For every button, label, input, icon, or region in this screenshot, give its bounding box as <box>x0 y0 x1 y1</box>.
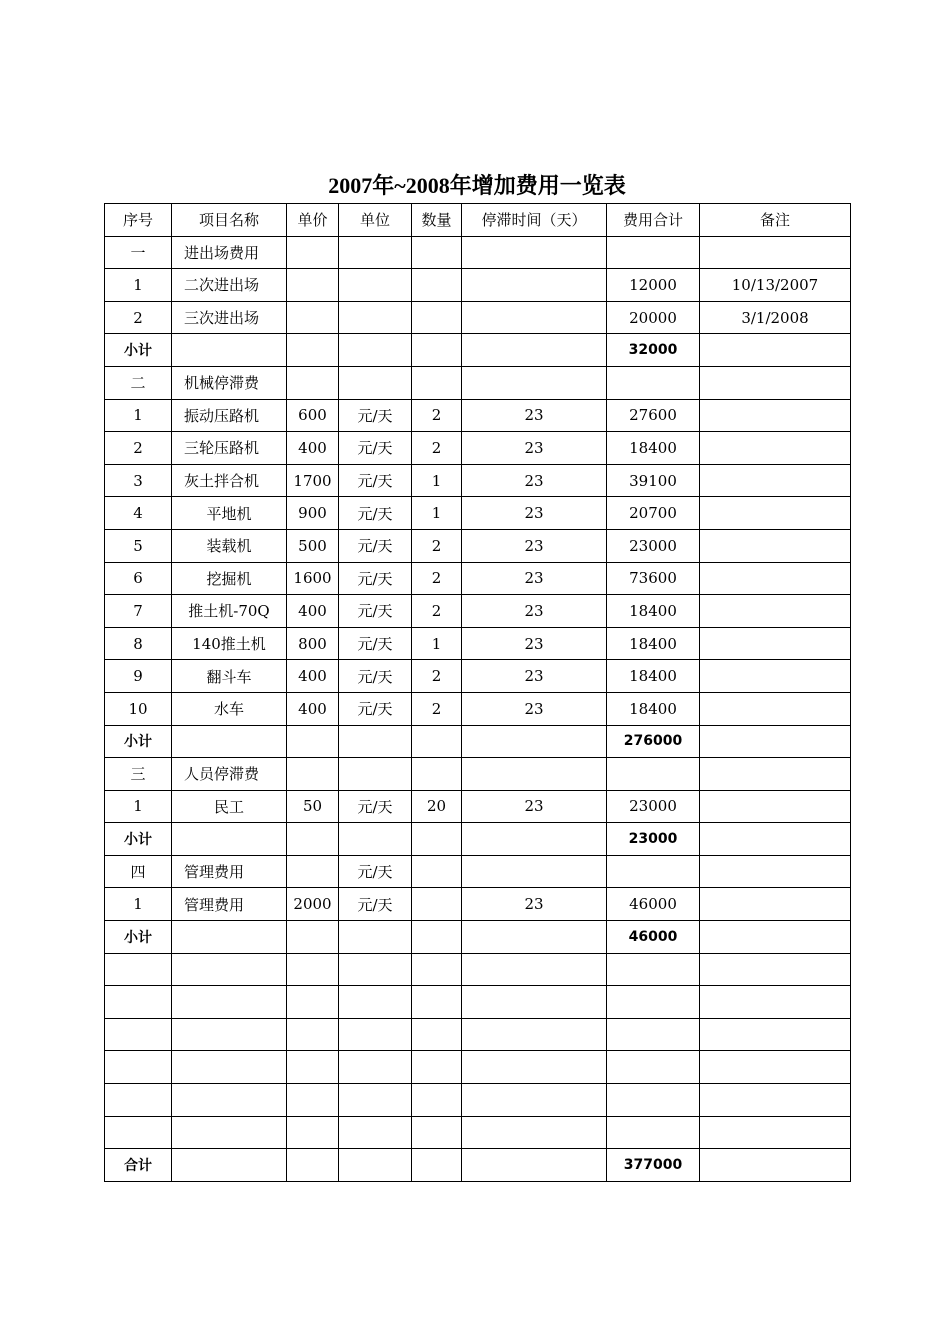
quantity-cell: 2 <box>412 399 462 432</box>
remarks-cell <box>700 1051 851 1084</box>
cost-total-cell: 276000 <box>607 725 700 758</box>
quantity-cell <box>412 366 462 399</box>
remarks-cell <box>700 692 851 725</box>
quantity-cell <box>412 1149 462 1182</box>
unit-cell: 元/天 <box>339 790 412 823</box>
idle-days-cell: 23 <box>462 660 607 693</box>
index-cell: 3 <box>105 464 172 497</box>
item-name-cell: 翻斗车 <box>172 660 287 693</box>
item-name-cell: 管理费用 <box>172 855 287 888</box>
unit-cell <box>339 953 412 986</box>
item-name-cell: 机械停滞费 <box>172 366 287 399</box>
unit-cell: 元/天 <box>339 855 412 888</box>
quantity-cell: 1 <box>412 464 462 497</box>
remarks-cell <box>700 823 851 856</box>
cost-total-cell <box>607 1116 700 1149</box>
idle-days-cell <box>462 953 607 986</box>
cost-total-cell <box>607 1084 700 1117</box>
unit-cell: 元/天 <box>339 529 412 562</box>
item-name-cell <box>172 1051 287 1084</box>
blank-row <box>105 1084 851 1117</box>
table-row <box>105 562 851 595</box>
grand-total-row <box>105 1149 851 1182</box>
unit-price-cell <box>287 366 339 399</box>
idle-days-cell: 23 <box>462 399 607 432</box>
blank-row <box>105 1018 851 1051</box>
cost-total-cell: 32000 <box>607 334 700 367</box>
item-name-cell: 三次进出场 <box>172 301 287 334</box>
header-cell-unit-price: 单价 <box>287 204 339 237</box>
index-cell: 1 <box>105 888 172 921</box>
index-cell: 四 <box>105 855 172 888</box>
quantity-cell: 2 <box>412 595 462 628</box>
unit-cell: 元/天 <box>339 888 412 921</box>
unit-price-cell: 400 <box>287 660 339 693</box>
index-cell: 三 <box>105 758 172 791</box>
quantity-cell <box>412 888 462 921</box>
quantity-cell: 1 <box>412 627 462 660</box>
unit-cell: 元/天 <box>339 497 412 530</box>
quantity-cell <box>412 236 462 269</box>
remarks-cell <box>700 855 851 888</box>
unit-cell <box>339 1149 412 1182</box>
idle-days-cell <box>462 1051 607 1084</box>
item-name-cell: 管理费用 <box>172 888 287 921</box>
unit-cell <box>339 725 412 758</box>
idle-days-cell <box>462 823 607 856</box>
unit-cell: 元/天 <box>339 660 412 693</box>
idle-days-cell <box>462 1018 607 1051</box>
quantity-cell <box>412 1116 462 1149</box>
remarks-cell <box>700 1116 851 1149</box>
quantity-cell <box>412 301 462 334</box>
item-name-cell: 平地机 <box>172 497 287 530</box>
item-name-cell <box>172 725 287 758</box>
unit-cell <box>339 1116 412 1149</box>
unit-price-cell: 50 <box>287 790 339 823</box>
idle-days-cell: 23 <box>462 595 607 628</box>
idle-days-cell: 23 <box>462 497 607 530</box>
index-cell <box>105 1084 172 1117</box>
idle-days-cell <box>462 758 607 791</box>
table-row <box>105 269 851 302</box>
header-cell-remarks: 备注 <box>700 204 851 237</box>
cost-total-cell <box>607 986 700 1019</box>
idle-days-cell <box>462 1149 607 1182</box>
index-cell <box>105 1018 172 1051</box>
idle-days-cell: 23 <box>462 888 607 921</box>
section-row <box>105 855 851 888</box>
index-cell: 小计 <box>105 921 172 954</box>
remarks-cell <box>700 399 851 432</box>
cost-table <box>104 203 851 1182</box>
cost-total-cell: 377000 <box>607 1149 700 1182</box>
remarks-cell <box>700 497 851 530</box>
index-cell: 1 <box>105 399 172 432</box>
header-cell-index: 序号 <box>105 204 172 237</box>
item-name-cell: 三轮压路机 <box>172 432 287 465</box>
index-cell: 8 <box>105 627 172 660</box>
index-cell <box>105 986 172 1019</box>
table-row <box>105 692 851 725</box>
section-row <box>105 758 851 791</box>
header-cell-quantity: 数量 <box>412 204 462 237</box>
index-cell: 10 <box>105 692 172 725</box>
unit-cell <box>339 986 412 1019</box>
cost-total-cell: 20000 <box>607 301 700 334</box>
quantity-cell <box>412 758 462 791</box>
unit-price-cell: 800 <box>287 627 339 660</box>
index-cell: 一 <box>105 236 172 269</box>
blank-row <box>105 1051 851 1084</box>
header-cell-unit: 单位 <box>339 204 412 237</box>
unit-price-cell: 500 <box>287 529 339 562</box>
quantity-cell: 2 <box>412 660 462 693</box>
remarks-cell <box>700 464 851 497</box>
remarks-cell <box>700 366 851 399</box>
table-header-row <box>105 204 851 237</box>
remarks-cell <box>700 236 851 269</box>
unit-cell <box>339 1051 412 1084</box>
remarks-cell <box>700 595 851 628</box>
cost-total-cell: 18400 <box>607 692 700 725</box>
remarks-cell <box>700 432 851 465</box>
cost-total-cell: 18400 <box>607 432 700 465</box>
table-row <box>105 497 851 530</box>
table-body <box>105 204 851 1182</box>
idle-days-cell <box>462 855 607 888</box>
remarks-cell <box>700 1149 851 1182</box>
item-name-cell: 灰土拌合机 <box>172 464 287 497</box>
unit-cell: 元/天 <box>339 627 412 660</box>
section-row <box>105 366 851 399</box>
blank-row <box>105 986 851 1019</box>
index-cell: 5 <box>105 529 172 562</box>
unit-price-cell <box>287 1116 339 1149</box>
remarks-cell <box>700 790 851 823</box>
unit-price-cell <box>287 823 339 856</box>
cost-total-cell: 18400 <box>607 595 700 628</box>
cost-total-cell: 46000 <box>607 921 700 954</box>
unit-cell <box>339 921 412 954</box>
index-cell: 小计 <box>105 725 172 758</box>
unit-cell <box>339 1084 412 1117</box>
unit-cell <box>339 758 412 791</box>
remarks-cell <box>700 627 851 660</box>
unit-price-cell: 400 <box>287 692 339 725</box>
quantity-cell <box>412 855 462 888</box>
unit-cell <box>339 823 412 856</box>
item-name-cell: 140推土机 <box>172 627 287 660</box>
table-row <box>105 464 851 497</box>
index-cell: 2 <box>105 432 172 465</box>
unit-cell <box>339 1018 412 1051</box>
quantity-cell <box>412 823 462 856</box>
section-row <box>105 236 851 269</box>
item-name-cell <box>172 921 287 954</box>
idle-days-cell <box>462 986 607 1019</box>
unit-price-cell <box>287 269 339 302</box>
index-cell: 1 <box>105 790 172 823</box>
idle-days-cell <box>462 301 607 334</box>
index-cell: 小计 <box>105 334 172 367</box>
table-row <box>105 660 851 693</box>
blank-row <box>105 1116 851 1149</box>
item-name-cell <box>172 1084 287 1117</box>
index-cell <box>105 1116 172 1149</box>
item-name-cell: 推土机-70Q <box>172 595 287 628</box>
quantity-cell <box>412 1018 462 1051</box>
quantity-cell <box>412 921 462 954</box>
index-cell: 1 <box>105 269 172 302</box>
unit-cell: 元/天 <box>339 692 412 725</box>
index-cell <box>105 1051 172 1084</box>
table-row <box>105 432 851 465</box>
item-name-cell: 民工 <box>172 790 287 823</box>
unit-cell: 元/天 <box>339 595 412 628</box>
cost-total-cell <box>607 855 700 888</box>
unit-cell <box>339 236 412 269</box>
unit-price-cell <box>287 301 339 334</box>
quantity-cell: 2 <box>412 529 462 562</box>
subtotal-row <box>105 334 851 367</box>
quantity-cell <box>412 986 462 1019</box>
blank-row <box>105 953 851 986</box>
remarks-cell <box>700 1084 851 1117</box>
remarks-cell <box>700 888 851 921</box>
item-name-cell <box>172 1018 287 1051</box>
item-name-cell: 振动压路机 <box>172 399 287 432</box>
index-cell: 7 <box>105 595 172 628</box>
unit-price-cell <box>287 1149 339 1182</box>
unit-cell: 元/天 <box>339 562 412 595</box>
remarks-cell: 3/1/2008 <box>700 301 851 334</box>
idle-days-cell <box>462 269 607 302</box>
unit-price-cell <box>287 986 339 1019</box>
cost-total-cell: 18400 <box>607 627 700 660</box>
remarks-cell <box>700 529 851 562</box>
table-row <box>105 888 851 921</box>
unit-price-cell: 2000 <box>287 888 339 921</box>
table-row <box>105 627 851 660</box>
quantity-cell <box>412 1084 462 1117</box>
index-cell: 二 <box>105 366 172 399</box>
index-cell: 4 <box>105 497 172 530</box>
index-cell: 2 <box>105 301 172 334</box>
unit-price-cell <box>287 1051 339 1084</box>
table-row <box>105 529 851 562</box>
unit-price-cell <box>287 236 339 269</box>
unit-price-cell <box>287 1084 339 1117</box>
remarks-cell <box>700 986 851 1019</box>
unit-price-cell: 600 <box>287 399 339 432</box>
cost-total-cell: 23000 <box>607 529 700 562</box>
header-cell-item-name: 项目名称 <box>172 204 287 237</box>
unit-price-cell <box>287 855 339 888</box>
cost-total-cell: 18400 <box>607 660 700 693</box>
idle-days-cell <box>462 921 607 954</box>
unit-cell: 元/天 <box>339 432 412 465</box>
idle-days-cell <box>462 236 607 269</box>
quantity-cell <box>412 1051 462 1084</box>
unit-cell <box>339 334 412 367</box>
quantity-cell <box>412 334 462 367</box>
unit-price-cell: 1600 <box>287 562 339 595</box>
idle-days-cell: 23 <box>462 562 607 595</box>
item-name-cell <box>172 334 287 367</box>
index-cell: 小计 <box>105 823 172 856</box>
table-row <box>105 301 851 334</box>
unit-cell: 元/天 <box>339 464 412 497</box>
table-row <box>105 399 851 432</box>
quantity-cell: 20 <box>412 790 462 823</box>
quantity-cell <box>412 953 462 986</box>
header-cell-idle-days: 停滞时间（天） <box>462 204 607 237</box>
unit-price-cell <box>287 1018 339 1051</box>
remarks-cell <box>700 921 851 954</box>
quantity-cell: 2 <box>412 562 462 595</box>
cost-total-cell: 73600 <box>607 562 700 595</box>
idle-days-cell <box>462 1084 607 1117</box>
cost-total-cell <box>607 366 700 399</box>
subtotal-row <box>105 823 851 856</box>
header-cell-cost-total: 费用合计 <box>607 204 700 237</box>
unit-price-cell: 400 <box>287 595 339 628</box>
page-title: 2007年~2008年增加费用一览表 <box>328 173 626 198</box>
idle-days-cell: 23 <box>462 432 607 465</box>
unit-price-cell: 400 <box>287 432 339 465</box>
idle-days-cell: 23 <box>462 529 607 562</box>
cost-total-cell <box>607 953 700 986</box>
remarks-cell <box>700 562 851 595</box>
unit-price-cell <box>287 758 339 791</box>
cost-total-cell: 23000 <box>607 823 700 856</box>
idle-days-cell: 23 <box>462 627 607 660</box>
item-name-cell <box>172 1149 287 1182</box>
cost-total-cell: 46000 <box>607 888 700 921</box>
quantity-cell: 2 <box>412 432 462 465</box>
cost-total-cell <box>607 1051 700 1084</box>
cost-total-cell: 12000 <box>607 269 700 302</box>
remarks-cell <box>700 1018 851 1051</box>
remarks-cell <box>700 725 851 758</box>
idle-days-cell <box>462 725 607 758</box>
unit-cell <box>339 269 412 302</box>
item-name-cell <box>172 986 287 1019</box>
quantity-cell <box>412 269 462 302</box>
remarks-cell <box>700 660 851 693</box>
unit-price-cell: 1700 <box>287 464 339 497</box>
remarks-cell: 10/13/2007 <box>700 269 851 302</box>
idle-days-cell: 23 <box>462 692 607 725</box>
cost-total-cell: 39100 <box>607 464 700 497</box>
item-name-cell: 人员停滞费 <box>172 758 287 791</box>
table-row <box>105 595 851 628</box>
item-name-cell: 水车 <box>172 692 287 725</box>
idle-days-cell <box>462 1116 607 1149</box>
unit-cell <box>339 301 412 334</box>
index-cell: 合计 <box>105 1149 172 1182</box>
subtotal-row <box>105 725 851 758</box>
unit-price-cell <box>287 334 339 367</box>
idle-days-cell <box>462 334 607 367</box>
cost-total-cell: 27600 <box>607 399 700 432</box>
remarks-cell <box>700 953 851 986</box>
unit-price-cell <box>287 921 339 954</box>
cost-total-cell <box>607 236 700 269</box>
unit-cell: 元/天 <box>339 399 412 432</box>
unit-price-cell: 900 <box>287 497 339 530</box>
item-name-cell <box>172 953 287 986</box>
item-name-cell: 装载机 <box>172 529 287 562</box>
item-name-cell: 进出场费用 <box>172 236 287 269</box>
idle-days-cell: 23 <box>462 464 607 497</box>
cost-total-cell: 20700 <box>607 497 700 530</box>
index-cell: 9 <box>105 660 172 693</box>
item-name-cell: 二次进出场 <box>172 269 287 302</box>
index-cell <box>105 953 172 986</box>
quantity-cell: 2 <box>412 692 462 725</box>
unit-price-cell <box>287 953 339 986</box>
cost-total-cell <box>607 758 700 791</box>
item-name-cell <box>172 823 287 856</box>
quantity-cell <box>412 725 462 758</box>
item-name-cell <box>172 1116 287 1149</box>
index-cell: 6 <box>105 562 172 595</box>
quantity-cell: 1 <box>412 497 462 530</box>
subtotal-row <box>105 921 851 954</box>
unit-cell <box>339 366 412 399</box>
cost-total-cell: 23000 <box>607 790 700 823</box>
item-name-cell: 挖掘机 <box>172 562 287 595</box>
table-row <box>105 790 851 823</box>
idle-days-cell: 23 <box>462 790 607 823</box>
cost-total-cell <box>607 1018 700 1051</box>
remarks-cell <box>700 334 851 367</box>
remarks-cell <box>700 758 851 791</box>
unit-price-cell <box>287 725 339 758</box>
idle-days-cell <box>462 366 607 399</box>
